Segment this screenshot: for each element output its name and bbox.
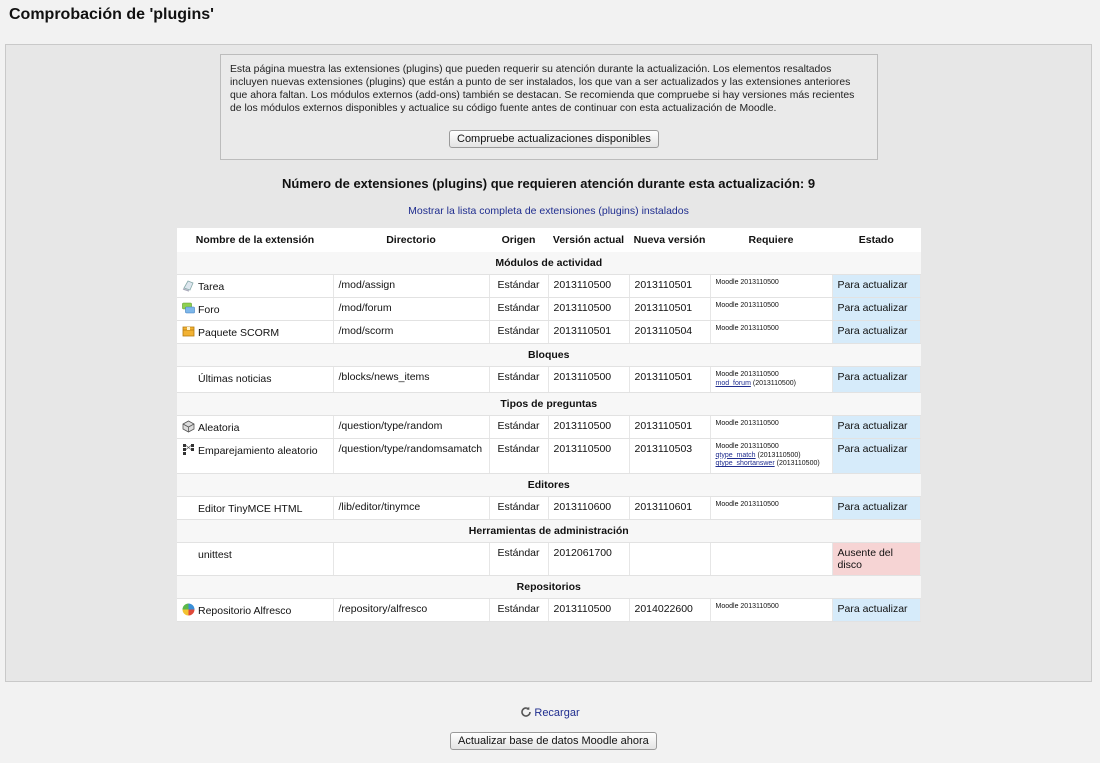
requirement-core: Moodle 2013110500: [715, 302, 779, 309]
plugin-current-version: 2013110600: [548, 496, 629, 519]
plugin-origin: Estándar: [489, 439, 548, 474]
intro-box: [220, 54, 878, 160]
plugin-directory: /lib/editor/tinymce: [333, 496, 489, 519]
reload-link[interactable]: [0, 706, 1100, 719]
plugin-origin: Estándar: [489, 298, 548, 321]
plugin-directory: /mod/scorm: [333, 321, 489, 344]
plugin-new-version: 2013110601: [629, 496, 710, 519]
plugin-name-cell: [177, 496, 333, 519]
requirement-core: Moodle 2013110500: [715, 325, 779, 332]
scorm-package-icon: [182, 325, 195, 338]
group-row: [177, 393, 921, 416]
plugin-name: unittest: [198, 548, 232, 561]
plugin-directory: /mod/forum: [333, 298, 489, 321]
plugin-new-version: 2013110504: [629, 321, 710, 344]
table-header-row: [177, 228, 921, 252]
plugin-status: Para actualizar: [832, 275, 921, 298]
plugin-name-cell: [177, 598, 333, 621]
plugin-name-cell: [177, 439, 333, 474]
group-row: [177, 519, 921, 542]
check-updates-button[interactable]: Compruebe actualizaciones disponibles: [449, 130, 659, 148]
plugin-origin: Estándar: [489, 275, 548, 298]
plugin-row: [177, 298, 921, 321]
plugin-directory: [333, 542, 489, 575]
col-header-current-version: Versión actual: [548, 228, 629, 252]
plugin-new-version: 2013110501: [629, 416, 710, 439]
plugin-directory: /mod/assign: [333, 275, 489, 298]
reload-icon: [520, 706, 532, 718]
plugin-name-cell: [177, 321, 333, 344]
plugin-directory: /blocks/news_items: [333, 367, 489, 393]
plugin-name: Repositorio Alfresco: [198, 604, 292, 617]
plugin-new-version: 2013110501: [629, 275, 710, 298]
plugin-row: [177, 416, 921, 439]
alfresco-icon: [182, 603, 195, 616]
plugin-status: Para actualizar: [832, 367, 921, 393]
plugin-origin: Estándar: [489, 496, 548, 519]
plugin-current-version: 2013110500: [548, 298, 629, 321]
plugin-new-version: 2013110501: [629, 298, 710, 321]
plugin-status: Para actualizar: [832, 496, 921, 519]
plugin-row: [177, 367, 921, 393]
plugin-origin: Estándar: [489, 367, 548, 393]
plugin-row: [177, 542, 921, 575]
dependency-version: (2013110500): [757, 451, 801, 459]
group-title: Herramientas de administración: [177, 519, 921, 542]
plugin-row: [177, 598, 921, 621]
upgrade-database-button[interactable]: Actualizar base de datos Moodle ahora: [450, 732, 657, 750]
dependency-version: (2013110500): [752, 379, 796, 387]
plugin-requires: [710, 496, 832, 519]
plugin-current-version: 2013110500: [548, 275, 629, 298]
assignment-icon: [182, 279, 195, 292]
plugin-status: Para actualizar: [832, 321, 921, 344]
plugin-status: Ausente del disco: [832, 542, 921, 575]
requirement-dependency: [716, 380, 827, 389]
plugin-requires: [710, 416, 832, 439]
plugin-row: [177, 321, 921, 344]
plugin-row: [177, 275, 921, 298]
requirement-dependency: [716, 460, 827, 469]
requirement-core: Moodle 2013110500: [715, 371, 779, 378]
plugin-new-version: [629, 542, 710, 575]
plugin-requires: [710, 542, 832, 575]
plugin-name-cell: [177, 367, 333, 393]
dependency-link[interactable]: mod_forum: [715, 379, 751, 387]
plugin-name: Aleatoria: [198, 422, 240, 434]
requirement-core: Moodle 2013110500: [715, 602, 779, 610]
plugin-new-version: 2014022600: [629, 598, 710, 621]
forum-icon: [182, 302, 195, 315]
plugin-requires: [710, 367, 832, 393]
dependency-version: (2013110500): [776, 460, 820, 467]
plugin-status: Para actualizar: [832, 598, 921, 621]
group-title: Editores: [177, 473, 921, 496]
plugin-current-version: 2013110500: [548, 598, 629, 621]
group-row: [177, 252, 921, 275]
plugin-current-version: 2013110501: [548, 321, 629, 344]
intro-text: Esta página muestra las extensiones (plugins) que pueden requerir su atención durante la actualización. Los elementos resaltados incluyen nuevas extensiones (plugins) que están a punto de ser instalados, los que van a ser actualizados y las extensiones anteriores que ahora faltan. Los módulos externos (add-ons) también se destacan. Se recomienda que compruebe si hay versiones más recientes de los módulos externos disponibles y actualice su código fuente antes de continuar con esta actualización de Moodle.: [230, 64, 855, 114]
requirement-core: Moodle 2013110500: [715, 443, 779, 450]
col-header-directory: Directorio: [333, 228, 489, 252]
plugin-directory: /question/type/random: [333, 416, 489, 439]
col-header-status: Estado: [832, 228, 921, 252]
plugin-name: Paquete SCORM: [198, 327, 280, 339]
group-title: Repositorios: [177, 575, 921, 598]
plugin-requires: [710, 275, 832, 298]
page-title: Comprobación de 'plugins': [9, 6, 214, 23]
plugin-directory: /question/type/randomsamatch: [333, 439, 489, 474]
plugins-table: [177, 228, 921, 622]
plugin-current-version: 2013110500: [548, 367, 629, 393]
plugin-directory: /repository/alfresco: [333, 598, 489, 621]
plugins-summary: Número de extensiones (plugins) que requieren atención durante esta actualización: 9: [281, 176, 816, 191]
plugin-name: Últimas noticias: [198, 373, 272, 385]
col-header-new-version: Nueva versión: [629, 228, 710, 252]
plugin-name-cell: [177, 416, 333, 439]
group-title: Módulos de actividad: [177, 252, 921, 275]
plugin-status: Para actualizar: [832, 439, 921, 474]
plugin-requires: [710, 598, 832, 621]
col-header-requires: Requiere: [710, 228, 832, 252]
show-all-plugins-link[interactable]: Mostrar la lista completa de extensiones (plugins) instalados: [408, 205, 689, 217]
random-question-icon: [182, 420, 195, 433]
plugin-current-version: 2013110500: [548, 439, 629, 474]
group-title: Bloques: [177, 344, 921, 367]
plugin-name: Editor TinyMCE HTML: [198, 502, 303, 515]
plugin-requires: [710, 439, 832, 474]
plugin-row: [177, 496, 921, 519]
plugin-origin: Estándar: [489, 542, 548, 575]
requirement-core: Moodle 2013110500: [715, 420, 779, 427]
plugin-requires: [710, 321, 832, 344]
plugin-name-cell: [177, 542, 333, 575]
group-row: [177, 473, 921, 496]
group-title: Tipos de preguntas: [177, 393, 921, 416]
plugin-origin: Estándar: [489, 416, 548, 439]
plugin-name-cell: [177, 298, 333, 321]
main-panel: [5, 44, 1092, 682]
group-row: [177, 575, 921, 598]
requirement-core: Moodle 2013110500: [715, 279, 779, 286]
random-match-icon: [182, 443, 195, 456]
plugin-new-version: 2013110503: [629, 439, 710, 474]
col-header-origin: Origen: [489, 228, 548, 252]
plugin-name-cell: [177, 275, 333, 298]
plugin-name: Tarea: [198, 281, 225, 293]
plugin-status: Para actualizar: [832, 416, 921, 439]
plugin-name: Foro: [198, 304, 220, 316]
col-header-name: Nombre de la extensión: [177, 228, 333, 252]
group-row: [177, 344, 921, 367]
plugin-origin: Estándar: [489, 598, 548, 621]
reload-label: Recargar: [534, 707, 580, 719]
dependency-link[interactable]: qtype_match: [715, 451, 756, 459]
plugin-origin: Estándar: [489, 321, 548, 344]
plugin-new-version: 2013110501: [629, 367, 710, 393]
requirement-dependency: [716, 452, 827, 461]
plugin-current-version: 2013110500: [548, 416, 629, 439]
plugin-current-version: 2012061700: [548, 542, 629, 575]
plugin-row: [177, 439, 921, 474]
requirement-core: Moodle 2013110500: [715, 500, 779, 508]
dependency-link[interactable]: qtype_shortanswer: [715, 460, 775, 467]
plugin-requires: [710, 298, 832, 321]
plugin-name: Emparejamiento aleatorio: [198, 445, 318, 457]
plugin-status: Para actualizar: [832, 298, 921, 321]
